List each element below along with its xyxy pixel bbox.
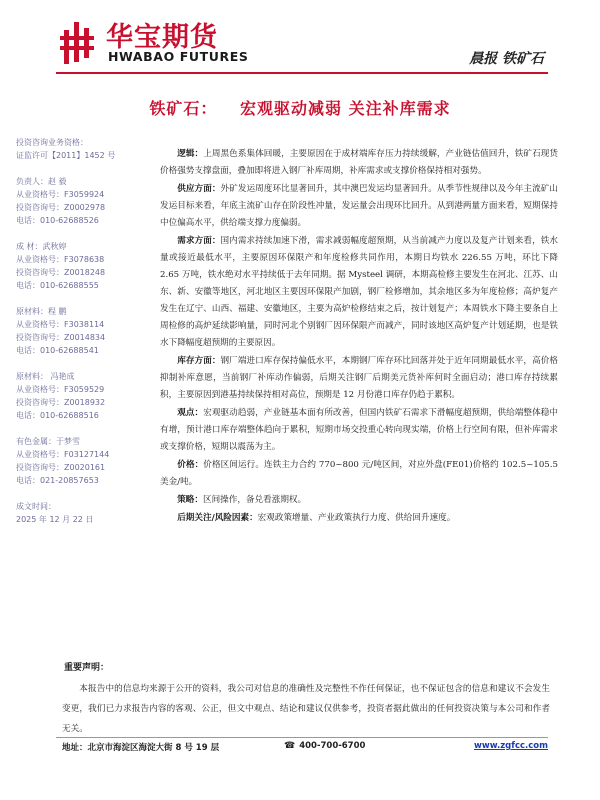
footer-website-link[interactable]: www.zgfcc.com (473, 741, 548, 751)
demand-text: 国内需求持续加速下滑，需求减弱幅度超预期，从当前减产力度以及复产计划来看，铁水量或接近最低水平，主要原因环保限产和年度检修共同作用，本期日均铁水 226.55 万吨，环比下降 2.65 万吨，铁水绝对水平持续低于去年同期。据 Mysteel 调研，本期高检修主要发生在河北、江苏、山东、新、安徽等地区，河北地区主要因环保限产加剧，钢厂检修增加，其余地区多为年度检修；高炉复产发生在辽宁、山西、福建、安徽地区，主要为高炉检修结束之后，按计划复产；本周铁水下降主要条自上周检修的高炉延续影响量，同时河北个别钢厂因环保限产而减产，同时该地区高炉复产计划延期，也是铁水下降幅度超预期的主要原因。 (160, 236, 558, 348)
report-title-subject: 铁矿石： (149, 99, 218, 118)
sidebar-line: 有色金属：于梦雪 (16, 437, 80, 446)
strategy-paragraph (160, 492, 558, 509)
sidebar-line: 从业资格号：F3059529 (16, 385, 105, 394)
footer-divider (56, 737, 548, 738)
view-label: 观点： (177, 408, 204, 418)
risk-paragraph (160, 510, 558, 527)
logic-text: 上周黑色系集体回暖，主要原因在于成材端库存压力持续缓解，产业链估值回升，铁矿石现货价格强势支撑盘面，叠加即将进入钢厂补库周期，补库需求或支撑价格保持相对强势。 (160, 149, 558, 176)
sidebar-line: 投资咨询号：Z0018248 (16, 268, 106, 277)
sidebar-line: 电话：010-62688516 (16, 411, 99, 420)
price-paragraph (160, 457, 558, 491)
inventory-text: 钢厂端进口库存保持偏低水平，本期钢厂库存环比回落并处于近年同期最低水平，高价格抑制补库意愿，当前钢厂补库动作偏弱，后期关注钢厂后期美元货补库何时全面启动；港口库存持续累积，主要原因到港基持续保持相对高位，预期是 12 月份港口库存仍趋于累积。 (160, 356, 558, 400)
sidebar-line: 原材料： 冯艳成 (16, 372, 75, 381)
inventory-paragraph (160, 353, 558, 404)
sidebar-line: 从业资格号：F03127144 (16, 450, 110, 459)
sidebar-line: 2025 年 12 月 22 日 (16, 515, 94, 524)
sidebar-line: 证监许可【2011】1452 号 (16, 151, 116, 160)
sidebar-group (16, 435, 136, 487)
footer-address: 地址：北京市海淀区海淀大街 8 号 19 层 (62, 743, 220, 753)
sidebar-line: 电话：010-62688526 (16, 216, 99, 225)
sidebar-group (16, 305, 136, 357)
report-body (160, 146, 558, 528)
supply-paragraph (160, 181, 558, 232)
footer-phone (284, 741, 365, 751)
sidebar-line: 成文时间： (16, 502, 56, 511)
sidebar-line: 负责人：赵 毅 (16, 177, 67, 186)
report-type-label: 晨报 铁矿石 (469, 51, 544, 67)
sidebar-line: 投资咨询号：Z0014834 (16, 333, 106, 342)
sidebar-line: 电话：010-62688555 (16, 281, 99, 290)
brand-name-en: HWABAO FUTURES (108, 49, 249, 64)
sidebar-line: 投资咨询号：Z0002978 (16, 203, 106, 212)
disclaimer-body: 本报告中的信息均来源于公开的资料，我公司对信息的准确性及完整性不作任何保证，也不保证包含的信息和建议不会发生变更，我们已力求报告内容的客观、公正，但文中观点、结论和建议仅供参考，投资者据此做出的任何投资决策与本公司和作者无关。 (62, 684, 550, 734)
huabao-logo-icon (60, 20, 94, 64)
sidebar-line: 电话：010-62688541 (16, 346, 99, 355)
sidebar-line: 投资咨询号：Z0020161 (16, 463, 106, 472)
demand-label: 需求方面： (177, 236, 221, 246)
strategy-label: 策略： (177, 495, 203, 505)
phone-icon: ☎ (284, 741, 296, 751)
analyst-sidebar (16, 136, 136, 539)
view-text: 宏观驱动趋弱，产业链基本面有所改善，但国内铁矿石需求下滑幅度超预期，供给端整体稳中有增，预计港口库存端整体趋向于累积，短期市场交投重心转向现实端，价格上行空间有限，但补库需求或支撑价格，短期以震荡为主。 (160, 408, 558, 452)
logic-paragraph (160, 146, 558, 180)
brand-name-cn: 华宝期货 (106, 22, 218, 53)
sidebar-line: 投资咨询号：Z0018932 (16, 398, 106, 407)
footer-phone-number: 400-700-6700 (299, 741, 366, 751)
report-title-theme: 宏观驱动减弱 关注补库需求 (240, 99, 451, 118)
report-title (0, 96, 600, 119)
supply-text: 外矿发运周度环比显著回升，其中澳巴发运均显著回升。从季节性规律以及今年主流矿山发运目标来看，年底主流矿山存在阶段性冲量，发运量会出现环比回升。从到港两量方面来看，短期保持中位偏高水平，供给端支撑力度偏弱。 (160, 184, 558, 228)
sidebar-line: 投资咨询业务资格： (16, 138, 88, 147)
sidebar-group (16, 500, 136, 526)
disclaimer-title: 重要声明： (64, 663, 110, 673)
disclaimer-text (62, 679, 550, 739)
sidebar-line: 电话：021-20857653 (16, 476, 99, 485)
inventory-label: 库存方面： (177, 356, 221, 366)
risk-label: 后期关注/风险因素： (177, 513, 258, 523)
sidebar-line: 原材料：程 鹏 (16, 307, 67, 316)
sidebar-group (16, 136, 136, 162)
page-header (0, 0, 600, 96)
sidebar-line: 成 材：武秋婷 (16, 242, 67, 251)
sidebar-group (16, 240, 136, 292)
demand-paragraph (160, 233, 558, 352)
strategy-text: 区间操作，备兑看涨期权。 (202, 495, 307, 505)
price-text: 价格区间运行。连铁主力合约 770~800 元/吨区间，对应外盘(FE01)价格约 102.5~105.5 美金/吨。 (160, 460, 558, 487)
sidebar-line: 从业资格号：F3059924 (16, 190, 105, 199)
logic-label: 逻辑： (177, 149, 204, 159)
risk-text: 宏观政策增量、产业政策执行力度、供给回升速度。 (257, 513, 456, 523)
sidebar-group (16, 175, 136, 227)
sidebar-group (16, 370, 136, 422)
view-paragraph (160, 405, 558, 456)
price-label: 价格： (177, 460, 204, 470)
header-divider (56, 72, 548, 74)
sidebar-line: 从业资格号：F3078638 (16, 255, 105, 264)
supply-label: 供应方面： (177, 184, 221, 194)
page-footer (56, 741, 548, 757)
sidebar-line: 从业资格号：F3038114 (16, 320, 105, 329)
